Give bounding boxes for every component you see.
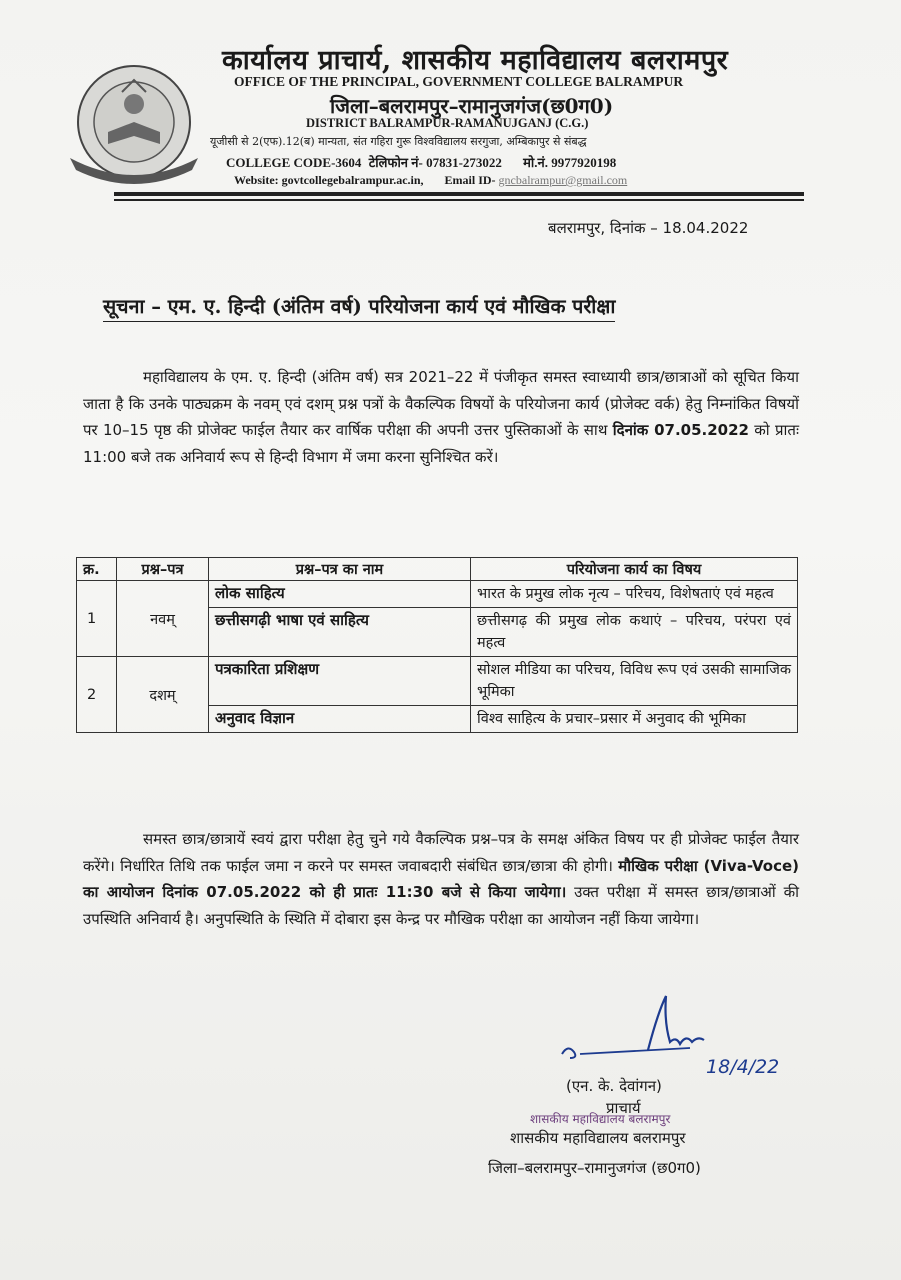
signatory-name: (एन. के. देवांगन) (566, 1077, 662, 1095)
paper-name: पत्रकारिता प्रशिक्षण (209, 657, 471, 706)
email-address: gncbalrampur@gmail.com (498, 173, 628, 187)
project-table (76, 557, 798, 733)
para1-text: महाविद्यालय के एम. ए. हिन्दी (अंतिम वर्ष) सत्र 2021–22 में पंजीकृत समस्त स्वाध्यायी छात्र/छात्राओं को सूचित किया जाता है कि उनके पाठ्यक्रम के नवम् एवं दशम् प्रश्न पत्रों के वैकल्पिक विषयों के परियोजना कार्य (प्रोजेक्ट वर्क) हेतु निम्नांकित विषयों पर 10–15 पृष्ठ की प्रोजेक्ट फाईल तैयार कर वार्षिक परीक्षा की अपनी उत्तर पुस्तिकाओं के साथ (83, 368, 799, 439)
header-rule-thick (114, 192, 804, 196)
notice-paragraph-2 (83, 826, 799, 932)
paper-label: नवम् (117, 581, 209, 657)
col-header-paper-name: प्रश्न–पत्र का नाम (209, 558, 471, 581)
project-topic: विश्व साहित्य के प्रचार–प्रसार में अनुवाद की भूमिका (471, 706, 798, 733)
notice-subject: सूचना – एम. ए. हिन्दी (अंतिम वर्ष) परियोजना कार्य एवं मौखिक परीक्षा (103, 292, 615, 322)
college-code: COLLEGE CODE-3604 (226, 155, 362, 170)
district-hindi: जिला–बलरामपुर–रामानुजगंज(छ0ग0) (330, 94, 614, 118)
header-rule-thin (114, 199, 804, 201)
contact-line (226, 153, 616, 171)
paper-name: छत्तीसगढ़ी भाषा एवं साहित्य (209, 608, 471, 657)
project-topic: सोशल मीडिया का परिचय, विविध रूप एवं उसकी सामाजिक भूमिका (471, 657, 798, 706)
paper-name: अनुवाद विज्ञान (209, 706, 471, 733)
table-row (77, 657, 798, 706)
col-header-paper: प्रश्न–पत्र (117, 558, 209, 581)
signatory-district: जिला–बलरामपुर–रामानुजगंज (छ0ग0) (488, 1159, 701, 1177)
office-title-hindi: कार्यालय प्राचार्य, शासकीय महाविद्यालय बलरामपुर (222, 45, 729, 76)
col-header-no: क्र. (77, 558, 117, 581)
paper-label: दशम् (117, 657, 209, 733)
row-number: 1 (77, 581, 117, 657)
para2-text: समस्त छात्र/छात्रायें स्वयं द्वारा परीक्षा हेतु चुने गये वैकल्पिक प्रश्न–पत्र के समक्ष अंकित विषय पर ही प्रोजेक्ट फाईल तैयार करेंगे। निर्धारित तिथि तक फाईल जमा न करने पर समस्त जवाबदारी संबंधित छात्र/छात्रा की होगी। (83, 830, 799, 875)
affiliation-line: यूजीसी से 2(एफ).12(ब) मान्यता, संत गहिरा गुरू विश्वविद्यालय सरगुजा, अम्बिकापुर से संबद्ध (210, 135, 587, 148)
project-topic: छत्तीसगढ़ की प्रमुख लोक कथाएं – परिचय, परंपरा एवं महत्व (471, 608, 798, 657)
date-line: बलरामपुर, दिनांक – 18.04.2022 (548, 219, 749, 237)
web-line (234, 173, 627, 188)
district-english: DISTRICT BALRAMPUR-RAMANUJGANJ (C.G.) (306, 116, 589, 130)
phone-number: टेलिफोन नं- 07831-273022 (368, 155, 502, 170)
table-row (77, 581, 798, 608)
row-number: 2 (77, 657, 117, 733)
mobile-number: मो.नं. 9977920198 (523, 155, 617, 170)
notice-paragraph-1 (83, 364, 799, 470)
college-logo-icon (62, 62, 208, 186)
para2-text-end: उक्त परीक्षा में समस्त छात्र/छात्राओं की उपस्थिति अनिवार्य है। अनुपस्थिति के स्थिति में दोबारा इस केन्द्र पर मौखिक परीक्षा का आयोजन नहीं किया जायेगा। (83, 883, 799, 928)
website: Website: govtcollegebalrampur.ac.in, (234, 173, 424, 187)
project-topic: भारत के प्रमुख लोक नृत्य – परिचय, विशेषताएं एवं महत्व (471, 581, 798, 608)
col-header-topic: परियोजना कार्य का विषय (471, 558, 798, 581)
table-header-row (77, 558, 798, 581)
paper-name: लोक साहित्य (209, 581, 471, 608)
office-stamp: शासकीय महाविद्यालय बलरामपुर (530, 1112, 671, 1126)
signature-date: 18/4/22 (706, 1056, 780, 1078)
para1-bold-date: दिनांक 07.05.2022 (612, 421, 749, 439)
para2-bold-viva: मौखिक परीक्षा (Viva-Voce) का आयोजन दिनांक 07.05.2022 को ही प्रातः 11:30 बजे से किया जायेगा। (83, 856, 800, 901)
office-title-english: OFFICE OF THE PRINCIPAL, GOVERNMENT COLLEGE BALRAMPUR (234, 74, 684, 89)
para1-text-end: को प्रातः 11:00 बजे तक अनिवार्य रूप से हिन्दी विभाग में जमा करना सुनिश्चित करें। (83, 421, 799, 466)
signatory-office: शासकीय महाविद्यालय बलरामपुर (510, 1129, 686, 1147)
email-label: Email ID- (444, 173, 496, 187)
signatory-designation: प्राचार्य (606, 1099, 641, 1117)
